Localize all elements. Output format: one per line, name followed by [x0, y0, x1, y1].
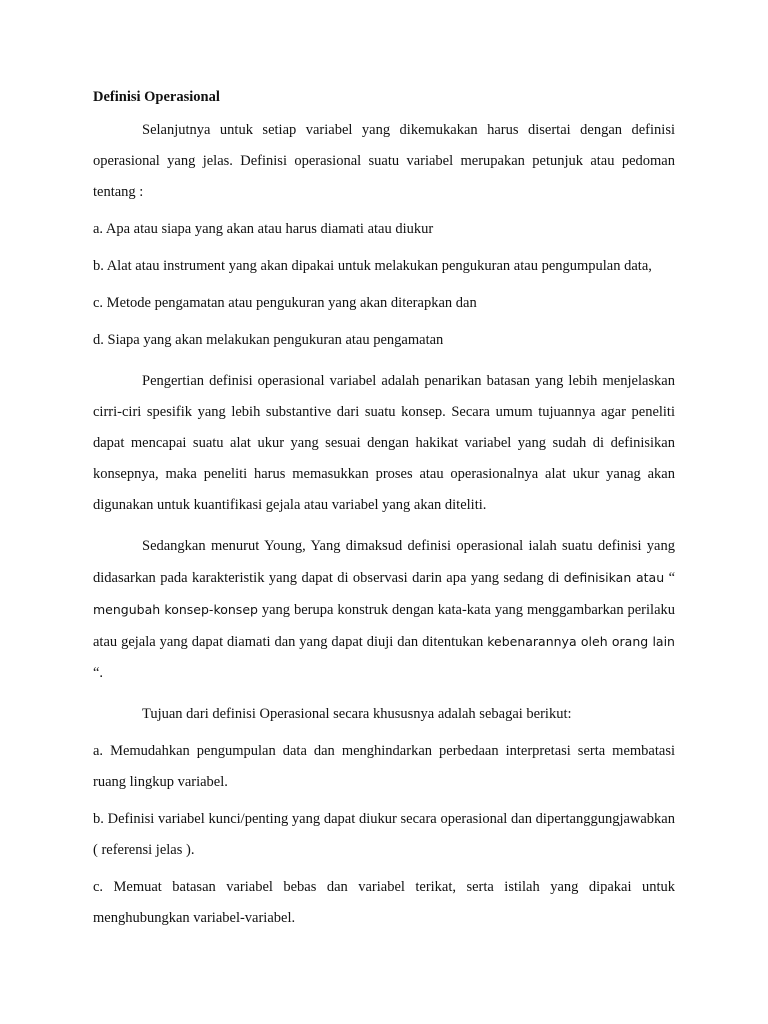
list-item-d: d. Siapa yang akan melakukan pengukuran atau pengamatan [93, 332, 444, 348]
young-text-6: kebenarannya oleh orang lain [487, 634, 675, 649]
document-body [93, 84, 675, 934]
intro-paragraph: Selanjutnya untuk setiap variabel yang dikemukakan harus disertai dengan definisi operasional yang jelas. Definisi operasional suatu variabel merupakan petunjuk atau pedoman tentang : [93, 122, 675, 200]
pengertian-paragraph: Pengertian definisi operasional variabel adalah penarikan batasan yang lebih menjelaskan cirri-ciri spesifik yang lebih substantive dari suatu konsep. Secara umum tujuannya agar peneliti dapat mencapai suatu alat ukur yang sesuai dengan hakikat variabel yang sudah di definisikan konsepnya, maka peneliti harus memasukkan proses atau operasionalnya alat ukur yanag akan digunakan untuk kuantifikasi gejala atau variabel yang akan diteliti. [93, 373, 675, 513]
tujuan-item-a: a. Memudahkan pengumpulan data dan menghindarkan perbedaan interpretasi serta membatasi ruang lingkup variabel. [93, 743, 675, 790]
young-paragraph [93, 531, 675, 689]
tujuan-item-b: b. Definisi variabel kunci/penting yang dapat diukur secara operasional dan dipertanggungjawabkan ( referensi jelas ). [93, 811, 675, 858]
young-text-1: Sedangkan menurut Young, Yang dimaksud definisi operasional ialah suatu definisi yang didasarkan pada karakteristik yang dapat di observasi darin apa yang sedang di [93, 538, 675, 586]
young-text-5: yang berupa konstruk dengan kata-kata yang menggambarkan perilaku atau gejala yang dapat diamati dan yang dapat diuji dan ditentukan [93, 602, 676, 650]
young-text-4: mengubah konsep-konsep [93, 602, 258, 617]
list-item-c: c. Metode pengamatan atau pengukuran yang akan diterapkan dan [93, 295, 477, 311]
tujuan-intro: Tujuan dari definisi Operasional secara khususnya adalah sebagai berikut: [142, 706, 572, 722]
young-text-2: definisikan atau [563, 570, 665, 585]
young-text-7: “. [93, 665, 104, 681]
tujuan-item-c: c. Memuat batasan variabel bebas dan variabel terikat, serta istilah yang dipakai untuk menghubungkan variabel-variabel. [93, 879, 675, 926]
document-title: Definisi Operasional [93, 89, 220, 105]
list-item-b: b. Alat atau instrument yang akan dipakai untuk melakukan pengukuran atau pengumpulan data, [93, 258, 652, 274]
list-item-a: a. Apa atau siapa yang akan atau harus diamati atau diukur [93, 221, 434, 237]
young-text-3: “ [668, 570, 675, 586]
